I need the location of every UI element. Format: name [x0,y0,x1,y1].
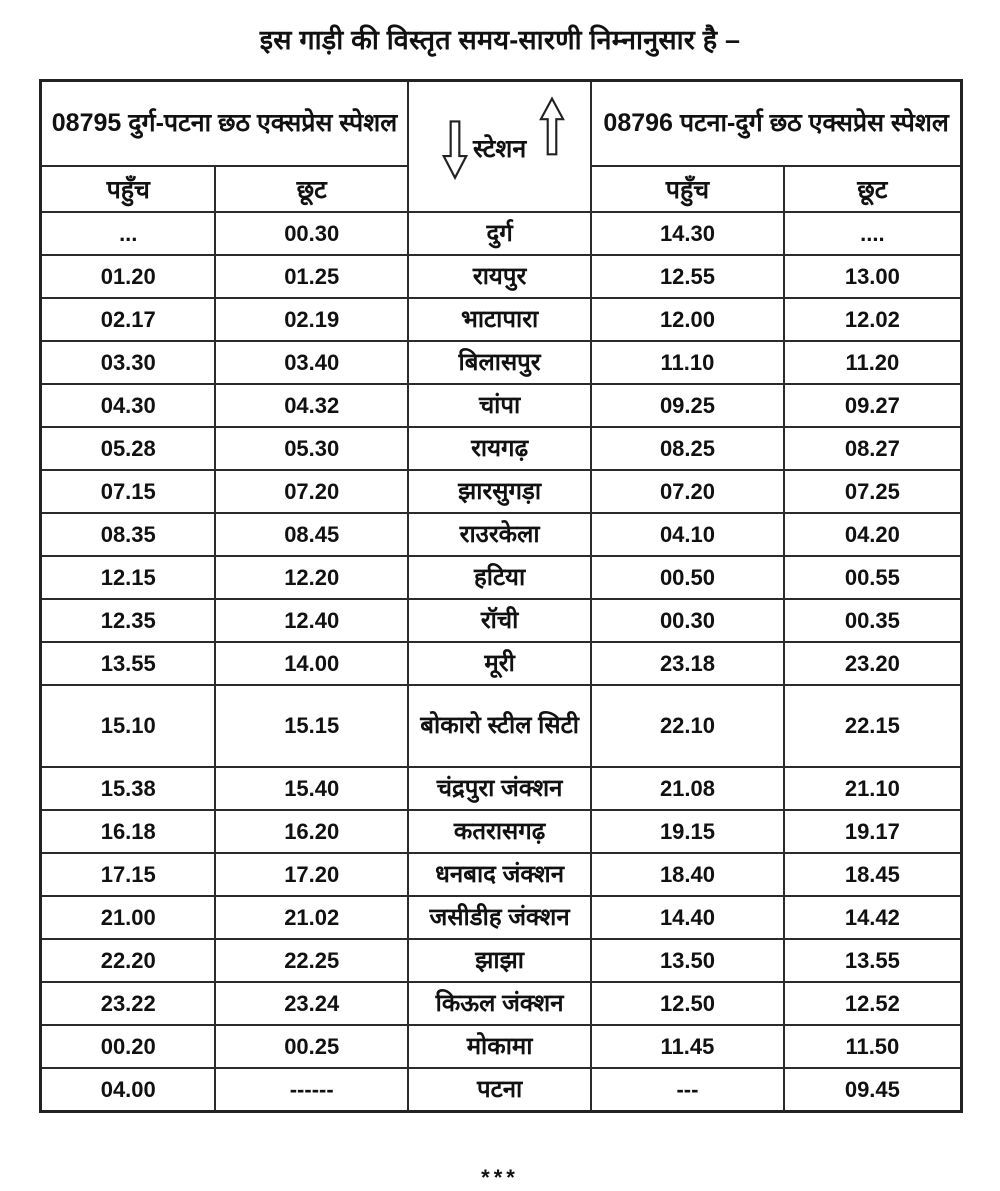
arrow-up-icon [539,96,565,163]
station-column-header [408,81,591,213]
station-cell: बोकारो स्टील सिटी [408,685,591,767]
station-cell: चांपा [408,384,591,427]
table-row [41,298,962,341]
depart-left-cell: 03.40 [215,341,407,384]
arrive-left-cell: 15.10 [41,685,216,767]
arrive-right-cell: 22.10 [591,685,783,767]
station-cell: पटना [408,1068,591,1112]
train-left-header: 08795 दुर्ग-पटना छठ एक्सप्रेस स्पेशल [41,81,408,167]
depart-left-header: छूट [215,166,407,212]
arrive-right-cell: --- [591,1068,783,1112]
depart-right-cell: 00.55 [784,556,962,599]
station-cell: हटिया [408,556,591,599]
depart-left-cell: 22.25 [215,939,407,982]
depart-left-cell: ------ [215,1068,407,1112]
arrive-left-cell: 17.15 [41,853,216,896]
arrive-left-cell: 00.20 [41,1025,216,1068]
timetable-body [41,212,962,1112]
arrive-right-cell: 14.40 [591,896,783,939]
depart-right-cell: 12.52 [784,982,962,1025]
arrive-left-cell: 16.18 [41,810,216,853]
table-row [41,470,962,513]
depart-left-cell: 07.20 [215,470,407,513]
footer-asterisks: *** [481,1165,519,1190]
depart-left-cell: 14.00 [215,642,407,685]
timetable [39,79,963,1113]
arrive-right-cell: 00.30 [591,599,783,642]
arrive-right-cell: 04.10 [591,513,783,556]
depart-right-cell: 21.10 [784,767,962,810]
arrive-right-cell: 09.25 [591,384,783,427]
depart-left-cell: 17.20 [215,853,407,896]
depart-right-cell: 09.27 [784,384,962,427]
arrive-left-cell: 12.15 [41,556,216,599]
station-cell: रायगढ़ [408,427,591,470]
table-row [41,341,962,384]
arrive-left-cell: 05.28 [41,427,216,470]
arrive-left-cell: 13.55 [41,642,216,685]
arrive-right-cell: 00.50 [591,556,783,599]
station-header-label: स्टेशन [473,134,527,163]
arrive-left-header: पहुँच [41,166,216,212]
arrive-left-cell: 23.22 [41,982,216,1025]
train-right-header: 08796 पटना-दुर्ग छठ एक्सप्रेस स्पेशल [591,81,961,167]
table-row [41,1025,962,1068]
table-row [41,642,962,685]
depart-right-cell: 13.55 [784,939,962,982]
arrive-left-cell: 15.38 [41,767,216,810]
arrive-right-cell: 21.08 [591,767,783,810]
page-title: इस गाड़ी की विस्तृत समय-सारणी निम्नानुसार है – [259,25,741,55]
station-cell: मोकामा [408,1025,591,1068]
table-row [41,853,962,896]
depart-left-cell: 15.15 [215,685,407,767]
arrive-right-cell: 12.55 [591,255,783,298]
table-row [41,982,962,1025]
depart-left-cell: 15.40 [215,767,407,810]
depart-right-cell: 13.00 [784,255,962,298]
arrive-left-cell: 08.35 [41,513,216,556]
station-cell: किऊल जंक्शन [408,982,591,1025]
depart-right-cell: 11.50 [784,1025,962,1068]
station-cell: धनबाद जंक्शन [408,853,591,896]
table-row [41,513,962,556]
arrive-right-cell: 08.25 [591,427,783,470]
station-cell: मूरी [408,642,591,685]
arrive-left-cell: 04.30 [41,384,216,427]
depart-left-cell: 23.24 [215,982,407,1025]
arrive-left-cell: 12.35 [41,599,216,642]
table-row [41,556,962,599]
station-cell: कतरासगढ़ [408,810,591,853]
table-row [41,896,962,939]
arrive-right-cell: 19.15 [591,810,783,853]
table-row [41,255,962,298]
table-row [41,427,962,470]
station-cell: चंद्रपुरा जंक्शन [408,767,591,810]
arrive-right-cell: 11.45 [591,1025,783,1068]
depart-left-cell: 08.45 [215,513,407,556]
arrive-right-cell: 14.30 [591,212,783,255]
depart-right-cell: 11.20 [784,341,962,384]
arrive-right-cell: 13.50 [591,939,783,982]
station-cell: दुर्ग [408,212,591,255]
depart-left-cell: 00.25 [215,1025,407,1068]
table-row [41,939,962,982]
depart-left-cell: 02.19 [215,298,407,341]
table-row [41,384,962,427]
arrive-right-cell: 18.40 [591,853,783,896]
station-cell: झाझा [408,939,591,982]
station-cell: भाटापारा [408,298,591,341]
depart-left-cell: 12.20 [215,556,407,599]
depart-right-header: छूट [784,166,962,212]
depart-left-cell: 00.30 [215,212,407,255]
station-cell: रायपुर [408,255,591,298]
arrive-right-header: पहुँच [591,166,783,212]
depart-left-cell: 12.40 [215,599,407,642]
table-row [41,599,962,642]
arrive-left-cell: 01.20 [41,255,216,298]
table-row [41,1068,962,1112]
depart-right-cell: 23.20 [784,642,962,685]
depart-right-cell: 04.20 [784,513,962,556]
depart-right-cell: 22.15 [784,685,962,767]
depart-left-cell: 01.25 [215,255,407,298]
arrive-left-cell: ... [41,212,216,255]
arrive-left-cell: 21.00 [41,896,216,939]
arrive-left-cell: 03.30 [41,341,216,384]
arrive-right-cell: 23.18 [591,642,783,685]
station-cell: झारसुगड़ा [408,470,591,513]
depart-left-cell: 21.02 [215,896,407,939]
arrive-right-cell: 12.00 [591,298,783,341]
station-cell: रॉची [408,599,591,642]
station-cell: बिलासपुर [408,341,591,384]
arrive-left-cell: 04.00 [41,1068,216,1112]
arrive-left-cell: 07.15 [41,470,216,513]
table-row [41,685,962,767]
depart-right-cell: 14.42 [784,896,962,939]
station-cell: जसीडीह जंक्शन [408,896,591,939]
arrow-down-icon [442,118,468,189]
depart-right-cell: .... [784,212,962,255]
arrive-right-cell: 07.20 [591,470,783,513]
arrive-left-cell: 02.17 [41,298,216,341]
depart-right-cell: 07.25 [784,470,962,513]
depart-right-cell: 19.17 [784,810,962,853]
arrive-right-cell: 11.10 [591,341,783,384]
depart-right-cell: 00.35 [784,599,962,642]
depart-left-cell: 04.32 [215,384,407,427]
depart-left-cell: 05.30 [215,427,407,470]
depart-right-cell: 08.27 [784,427,962,470]
table-row [41,212,962,255]
arrive-right-cell: 12.50 [591,982,783,1025]
arrive-left-cell: 22.20 [41,939,216,982]
timetable-header [41,81,962,213]
table-row [41,810,962,853]
depart-right-cell: 09.45 [784,1068,962,1112]
table-row [41,767,962,810]
station-cell: राउरकेला [408,513,591,556]
depart-right-cell: 12.02 [784,298,962,341]
depart-left-cell: 16.20 [215,810,407,853]
depart-right-cell: 18.45 [784,853,962,896]
